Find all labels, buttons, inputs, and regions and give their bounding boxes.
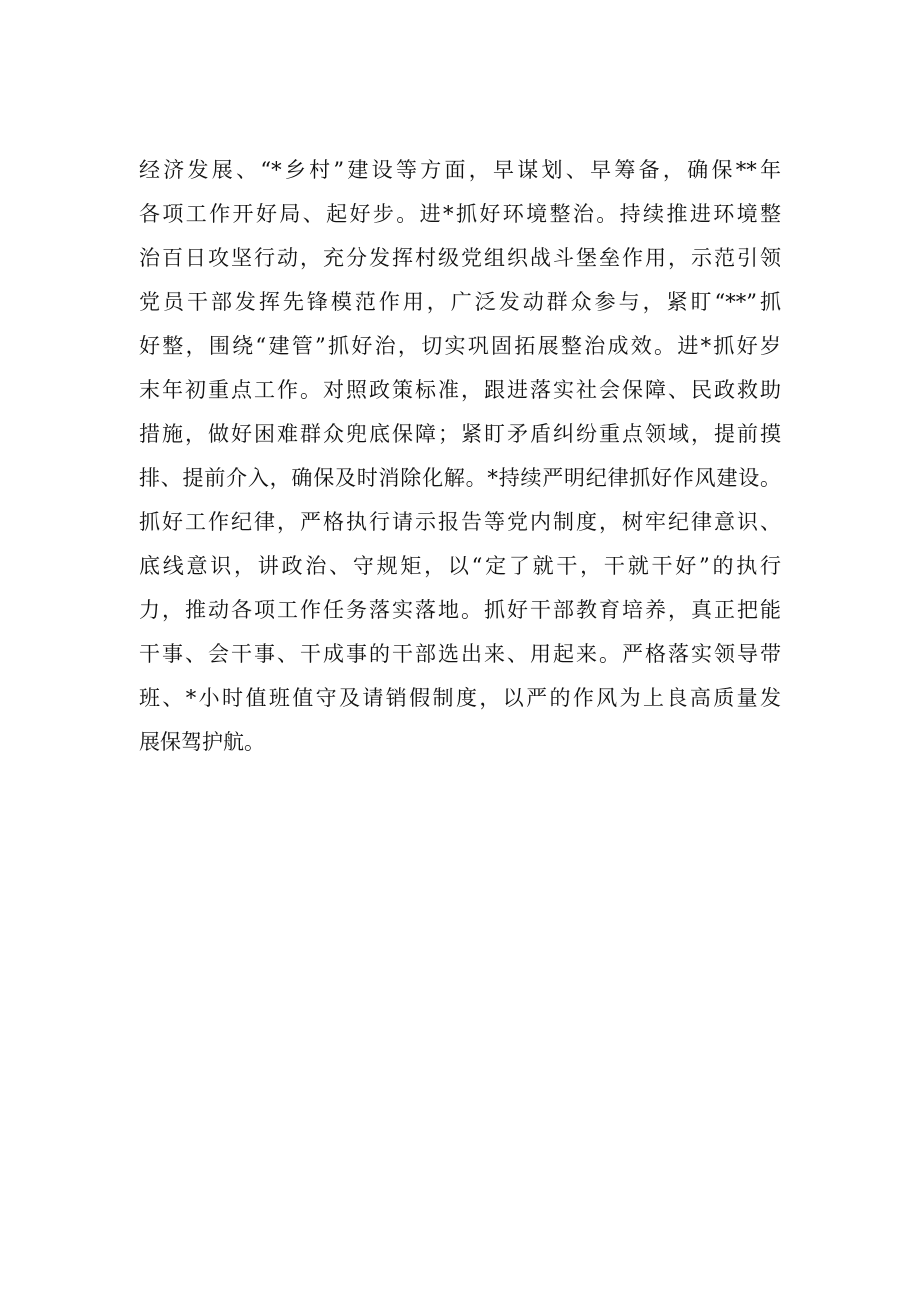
paragraph-line: 经济发展、“*乡村”建设等方面，早谋划、早筹备，确保**年: [139, 158, 781, 182]
paragraph-line: 各项工作开好局、起好步。进*抓好环境整治。持续推进环境整: [139, 202, 781, 226]
paragraph-line: 治百日攻坚行动，充分发挥村级党组织战斗堡垒作用，示范引领: [139, 246, 781, 270]
paragraph-line: 抓好工作纪律，严格执行请示报告等党内制度，树牢纪律意识、: [139, 510, 781, 534]
body-paragraph: [139, 148, 781, 764]
paragraph-line: 展保驾护航。: [139, 730, 265, 754]
paragraph-line: 排、提前介入，确保及时消除化解。*持续严明纪律抓好作风建设。: [139, 466, 781, 490]
paragraph-line: 班、*小时值班值守及请销假制度，以严的作风为上良高质量发: [139, 686, 781, 710]
paragraph-line: 力，推动各项工作任务落实落地。抓好干部教育培养，真正把能: [139, 598, 781, 622]
paragraph-line: 底线意识，讲政治、守规矩，以“定了就干，干就干好”的执行: [139, 554, 781, 578]
paragraph-line: 党员干部发挥先锋模范作用，广泛发动群众参与，紧盯“**”抓: [139, 290, 781, 314]
paragraph-line: 末年初重点工作。对照政策标准，跟进落实社会保障、民政救助: [139, 378, 781, 402]
paragraph-line: 措施，做好困难群众兜底保障；紧盯矛盾纠纷重点领域，提前摸: [139, 422, 781, 446]
paragraph-line: 好整，围绕“建管”抓好治，切实巩固拓展整治成效。进*抓好岁: [139, 334, 781, 358]
paragraph-line: 干事、会干事、干成事的干部选出来、用起来。严格落实领导带: [139, 642, 781, 666]
